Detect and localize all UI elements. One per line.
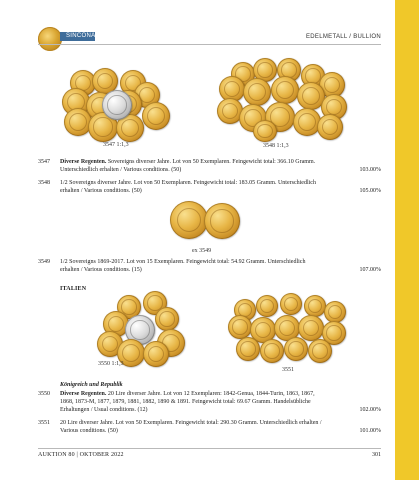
lot-number: 3548: [38, 180, 50, 186]
footer-auction-info: AUKTION 80 | OKTOBER 2022: [38, 452, 124, 458]
lot-price: 107.00%: [359, 267, 381, 273]
lot-3549: [38, 258, 381, 275]
caption-3548: 3548 1:1,3: [263, 143, 289, 149]
footer-divider: [38, 448, 381, 449]
section-title: EDELMETALL / BULLION: [305, 34, 381, 40]
lot-number: 3549: [38, 259, 50, 265]
section-heading-italien: ITALIEN: [60, 286, 87, 292]
caption-3549: ex 3549: [192, 248, 212, 254]
caption-3550: 3550 1:1,3: [98, 361, 124, 367]
lot-price: 102.00%: [359, 407, 381, 413]
lot-3548: [38, 179, 381, 196]
lot-3550: [38, 390, 381, 415]
lot-3551: [38, 419, 381, 436]
lot-description: 1/2 Sovereigns diverser Jahre. Lot von 50 Exemplaren. Feingewicht total: 183.05 Gramm. Unterschiedlich erhalten / Various conditions. (50): [60, 180, 316, 195]
lot-description: 20 Lire diverser Jahre. Lot von 50 Exemplaren. Feingewicht total: 290.30 Gramm. Unterschiedlich erhalten / Various conditions. (50): [60, 420, 322, 435]
lot-number: 3547: [38, 159, 50, 165]
header-divider: [38, 44, 381, 45]
subsection-heading: Königreich und Republik: [60, 382, 123, 388]
lot-number: 3551: [38, 420, 50, 426]
coin-image-3548: [217, 58, 347, 142]
page-number: 301: [372, 452, 381, 458]
coin-image-3547: [62, 66, 172, 144]
brand-coin-icon: [38, 27, 62, 51]
lot-3547: [38, 158, 381, 175]
caption-3551: 3551: [282, 367, 294, 373]
lot-price: 105.00%: [359, 188, 381, 194]
lot-number: 3550: [38, 391, 50, 397]
lot-description: Diverse Regenten. 20 Lire diverser Jahre. Lot von 12 Exemplaren: 1842-Genua, 1844-Turin, 1863, 1867, 1868, 1873-M, 1877, 1879, 1881, 1882, 1890 & 1891. Feingewicht total: 69.67 Gramm. Handelsübliche Erhaltungen / Usual conditions. (12): [60, 391, 315, 414]
coin-image-3551: [228, 293, 348, 367]
lot-description: 1/2 Sovereigns 1869-2017. Lot von 15 Exemplaren. Feingewicht total: 54.92 Gramm. Unterschiedlich erhalten / Various conditions. (15): [60, 259, 306, 274]
lot-description: Diverse Regenten. Sovereigns diverser Jahre. Lot von 50 Exemplaren. Feingewicht total: 366.10 Gramm. Unterschiedlich erhalten / Various conditions. (50): [60, 159, 316, 174]
lot-price: 101.00%: [359, 428, 381, 434]
coin-image-3550: [95, 291, 191, 371]
coin-image-3549: [170, 201, 240, 243]
caption-3547: 3547 1:1,3: [103, 142, 129, 148]
lot-price: 103.00%: [359, 167, 381, 173]
brand-label: SINCONA: [60, 32, 95, 41]
gold-edge-strip: [395, 0, 419, 480]
